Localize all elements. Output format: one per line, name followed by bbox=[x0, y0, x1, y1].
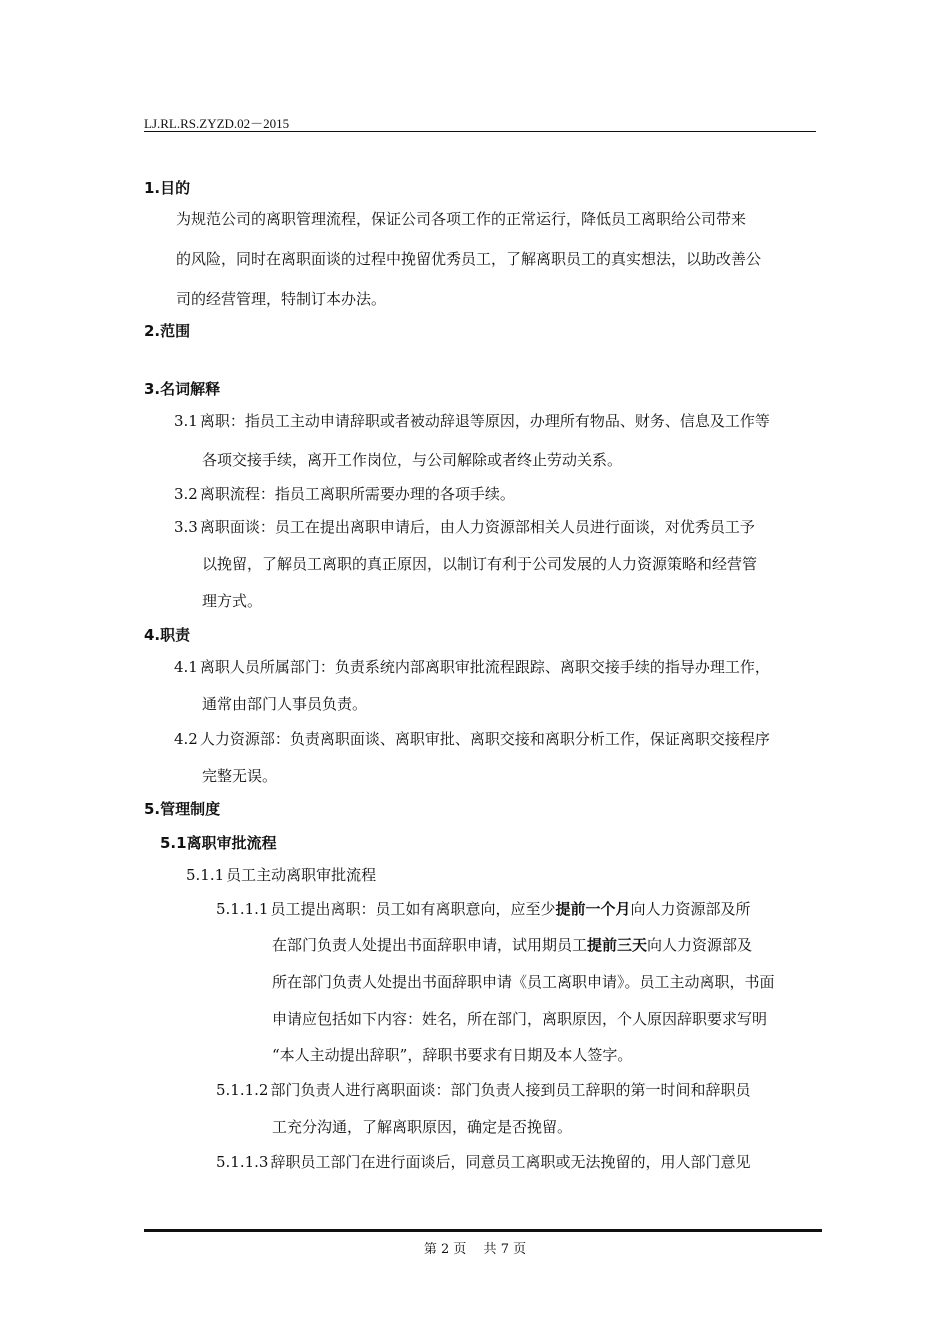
section-4-title: 4.职责 bbox=[144, 626, 191, 644]
section-1-line-3: 司的经营管理，特制订本办法。 bbox=[176, 290, 387, 308]
item-4-2 bbox=[174, 728, 770, 749]
item-number: 3.3 bbox=[174, 518, 198, 536]
item-text: 离职人员所属部门：负责系统内部离职审批流程跟踪、离职交接手续的指导办理工作， bbox=[199, 658, 770, 676]
item-3-3 bbox=[174, 516, 755, 537]
section-5-title: 5.管理制度 bbox=[144, 800, 221, 818]
item-5-1-1-2-cont: 工充分沟通，了解离职原因，确定是否挽留。 bbox=[272, 1118, 573, 1136]
section-1-line-2: 的风险，同时在离职面谈的过程中挽留优秀员工，了解离职员工的真实想法，以助改善公 bbox=[176, 250, 762, 268]
item-text: 员工主动离职审批流程 bbox=[226, 866, 377, 884]
section-1-line-1: 为规范公司的离职管理流程，保证公司各项工作的正常运行，降低员工离职给公司带来 bbox=[176, 210, 747, 228]
document-code: LJ.RL.RS.ZYZD.02－2015 bbox=[144, 116, 290, 131]
item-3-3-cont-1: 以挽留，了解员工离职的真正原因，以制订有利于公司发展的人力资源策略和经营管 bbox=[202, 555, 758, 573]
section-3-title: 3.名词解释 bbox=[144, 380, 221, 398]
item-number: 3.1 bbox=[174, 412, 198, 430]
subsection-5-1-title: 5.1离职审批流程 bbox=[160, 834, 277, 852]
item-number: 5.1.1.3 bbox=[216, 1153, 269, 1171]
item-5-1-1-1-cont-3: 申请应包括如下内容：姓名，所在部门，离职原因，个人原因辞职要求写明 bbox=[272, 1010, 768, 1028]
item-text: 向人力资源部及 bbox=[647, 936, 753, 954]
item-4-2-cont: 完整无误。 bbox=[202, 767, 278, 785]
item-number: 5.1.1.2 bbox=[216, 1081, 269, 1099]
item-text: 离职：指员工主动申请辞职或者被动辞退等原因，办理所有物品、财务、信息及工作等 bbox=[199, 412, 770, 430]
item-text: 向人力资源部及所 bbox=[630, 900, 751, 918]
footer-divider bbox=[144, 1229, 822, 1232]
item-3-3-cont-2: 理方式。 bbox=[202, 592, 263, 610]
item-3-1 bbox=[174, 410, 770, 431]
section-2-title: 2.范围 bbox=[144, 322, 191, 340]
item-text: 辞职员工部门在进行面谈后，同意员工离职或无法挽留的，用人部门意见 bbox=[270, 1153, 751, 1171]
item-5-1-1-1-cont-1 bbox=[272, 934, 752, 955]
page-number: 第 2 页 共 7 页 bbox=[423, 1242, 527, 1257]
item-text: 离职面谈：员工在提出离职申请后，由人力资源部相关人员进行面谈，对优秀员工予 bbox=[199, 518, 755, 536]
item-3-2 bbox=[174, 483, 515, 504]
item-5-1-1-2 bbox=[216, 1079, 751, 1100]
item-text: 人力资源部：负责离职面谈、离职审批、离职交接和离职分析工作，保证离职交接程序 bbox=[199, 730, 770, 748]
item-number: 4.2 bbox=[174, 730, 198, 748]
item-3-1-cont: 各项交接手续，离开工作岗位，与公司解除或者终止劳动关系。 bbox=[202, 451, 623, 469]
emphasis-one-month: 提前一个月 bbox=[555, 900, 631, 918]
item-5-1-1-1-cont-4: “本人主动提出辞职”，辞职书要求有日期及本人签字。 bbox=[272, 1046, 633, 1064]
item-5-1-1-3 bbox=[216, 1151, 751, 1172]
item-5-1-1-1 bbox=[216, 898, 751, 919]
item-number: 4.1 bbox=[174, 658, 198, 676]
item-4-1-cont: 通常由部门人事员负责。 bbox=[202, 695, 368, 713]
item-text: 员工提出离职：员工如有离职意向，应至少 bbox=[270, 900, 556, 918]
item-number: 5.1.1.1 bbox=[216, 900, 269, 918]
section-1-title: 1.目的 bbox=[144, 179, 191, 197]
item-4-1 bbox=[174, 656, 770, 677]
item-number: 5.1.1 bbox=[186, 866, 225, 884]
item-text: 在部门负责人处提出书面辞职申请，试用期员工 bbox=[272, 936, 588, 954]
emphasis-three-days: 提前三天 bbox=[587, 936, 648, 954]
item-5-1-1-1-cont-2: 所在部门负责人处提出书面辞职申请《员工离职申请》。员工主动离职，书面 bbox=[272, 973, 775, 991]
item-text: 离职流程：指员工离职所需要办理的各项手续。 bbox=[199, 485, 515, 503]
item-text: 部门负责人进行离职面谈：部门负责人接到员工辞职的第一时间和辞职员 bbox=[270, 1081, 751, 1099]
item-number: 3.2 bbox=[174, 485, 198, 503]
subsection-5-1-1 bbox=[186, 864, 376, 885]
header-divider bbox=[144, 131, 816, 132]
